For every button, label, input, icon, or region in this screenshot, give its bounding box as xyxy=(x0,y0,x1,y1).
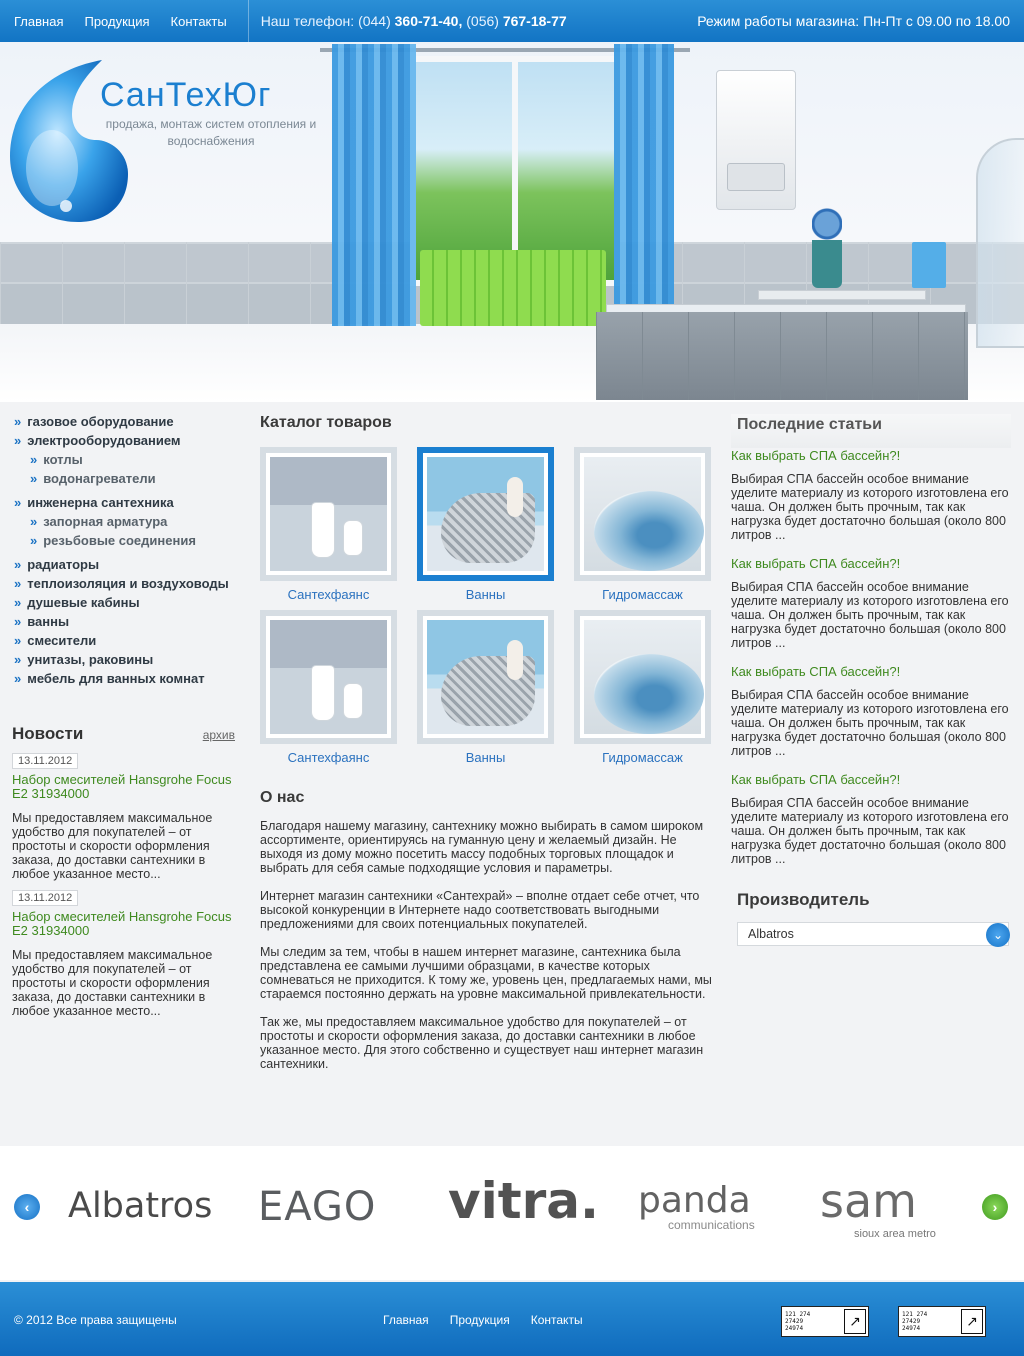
menu-item-label: мебель для ванных комнат xyxy=(27,671,205,686)
boiler-panel xyxy=(727,163,785,191)
footer xyxy=(0,1282,1024,1356)
menu-item[interactable] xyxy=(14,431,244,450)
menu-item[interactable] xyxy=(14,612,244,631)
top-nav xyxy=(0,0,248,42)
article-text: Выбирая СПА бассейн особое внимание уделите материалу из которого изготовлена его чаша. Он должен быть прочным, так как нагрузка будет достаточно большая (около 800 литров ... xyxy=(731,796,1009,866)
bullet-icon: » xyxy=(30,514,38,529)
catalog-card[interactable] xyxy=(417,610,554,765)
footer-nav xyxy=(383,1313,604,1327)
menu-item-label: инженерна сантехника xyxy=(27,495,174,510)
visit-counter-1[interactable] xyxy=(781,1306,869,1337)
nav-home-link[interactable]: Главная xyxy=(14,13,64,29)
article-text: Выбирая СПА бассейн особое внимание уделите материалу из которого изготовлена его чаша. Он должен быть прочным, так как нагрузка будет достаточно большая (около 800 литров ... xyxy=(731,688,1009,758)
copyright: © 2012 Все права защищены xyxy=(14,1313,177,1327)
product-image xyxy=(584,457,701,571)
vase-image xyxy=(812,208,842,288)
product-image xyxy=(584,620,701,734)
counter-line: 121 274 xyxy=(785,1311,811,1318)
chevron-down-icon[interactable]: ⌄ xyxy=(986,923,1010,947)
phone-number-1: 360-71-40, xyxy=(394,13,463,29)
phone-label: Наш телефон: xyxy=(260,13,355,29)
bullet-icon: » xyxy=(14,595,22,610)
catalog-thumbnail[interactable] xyxy=(417,447,554,581)
top-bar xyxy=(0,0,1024,42)
brand-vitra-logo[interactable]: vitra. xyxy=(448,1172,600,1230)
menu-item-label: теплоизоляция и воздуховоды xyxy=(27,576,229,591)
catalog-thumbnail[interactable] xyxy=(260,447,397,581)
submenu-item[interactable] xyxy=(14,531,244,550)
catalog-thumbnail[interactable] xyxy=(260,610,397,744)
manufacturer-select[interactable] xyxy=(737,922,1009,946)
counter-values xyxy=(785,1311,810,1332)
right-column xyxy=(731,414,1011,946)
menu-item[interactable] xyxy=(14,574,244,593)
counter-line: 24974 xyxy=(902,1325,921,1332)
product-image xyxy=(270,620,387,734)
menu-item[interactable] xyxy=(14,412,244,431)
news-date: 13.11.2012 xyxy=(12,753,78,769)
brand-albatros-logo[interactable]: Albatros xyxy=(68,1186,213,1226)
arrow-up-right-icon: ↗ xyxy=(961,1309,983,1334)
menu-item-label: душевые кабины xyxy=(27,595,140,610)
nav-contacts-link[interactable]: Контакты xyxy=(170,13,227,29)
about-paragraph: Благодаря нашему магазину, сантехнику можно выбирать в самом широком ассортименте, ориентируясь на гуманную цену и желаемый дизайн. Не выходя из дому можно посетить массу подобных торговых площадок и выбрать для себя самые подходящие условия и параметры. xyxy=(260,819,704,875)
submenu-item[interactable] xyxy=(14,469,244,488)
bullet-icon: » xyxy=(14,414,22,429)
brand-panda-logo[interactable]: panda xyxy=(638,1180,751,1221)
articles-header xyxy=(731,414,1011,448)
bullet-icon: » xyxy=(14,433,22,448)
news-date: 13.11.2012 xyxy=(12,890,78,906)
menu-item-label: смесители xyxy=(27,633,97,648)
menu-item[interactable] xyxy=(14,631,244,650)
catalog-card[interactable] xyxy=(574,610,711,765)
phone-number-2: 767-18-77 xyxy=(502,13,567,29)
hero-banner xyxy=(0,42,1024,402)
menu-item-label: радиаторы xyxy=(27,557,100,572)
catalog-thumbnail[interactable] xyxy=(574,447,711,581)
article-title-link[interactable]: Как выбрать СПА бассейн?! xyxy=(731,772,901,787)
counter-values xyxy=(902,1311,927,1332)
menu-item-label: котлы xyxy=(43,452,83,467)
bullet-icon: » xyxy=(14,614,22,629)
brand-sam-subtitle: sioux area metro xyxy=(854,1228,936,1240)
bullet-icon: » xyxy=(30,452,38,467)
news-item xyxy=(0,752,244,881)
submenu-item[interactable] xyxy=(14,450,244,469)
logo-subtitle: продажа, монтаж систем отопления и водоснабжения xyxy=(105,117,317,148)
brand-eago-logo[interactable]: EAGO xyxy=(258,1184,377,1230)
boiler-image xyxy=(716,70,796,210)
counter-line: 24974 xyxy=(785,1325,804,1332)
bullet-icon: » xyxy=(14,495,22,510)
brands-carousel xyxy=(0,1146,1024,1280)
nav-products-link[interactable]: Продукция xyxy=(84,13,150,29)
store-hours: Режим работы магазина: Пн-Пт с 09.00 по 18.00 xyxy=(697,13,1010,29)
news-title: Новости xyxy=(12,724,84,743)
towel-image xyxy=(912,242,946,288)
catalog-card[interactable] xyxy=(260,610,397,765)
about-title: О нас xyxy=(260,789,305,806)
news-header xyxy=(0,724,244,744)
category-menu xyxy=(0,412,244,688)
bathtub-image xyxy=(596,312,968,400)
curtain-right xyxy=(614,44,674,326)
submenu-item[interactable] xyxy=(14,512,244,531)
catalog-grid xyxy=(260,447,712,765)
footer-home-link[interactable]: Главная xyxy=(383,1313,429,1327)
bullet-icon: » xyxy=(14,633,22,648)
news-title-link[interactable]: Набор смесителей Hansgrohe Focus E2 31934000 xyxy=(12,909,232,938)
bullet-icon: » xyxy=(14,652,22,667)
article-item xyxy=(731,556,1011,650)
phone-code-1: (044) xyxy=(358,13,391,29)
bullet-icon: » xyxy=(30,471,38,486)
phone-code-2: (056) xyxy=(466,13,499,29)
product-image xyxy=(427,457,544,571)
left-column xyxy=(0,412,244,1018)
radiator-image xyxy=(420,250,606,326)
curtain-left xyxy=(332,44,416,326)
menu-item-label: резьбовые соединения xyxy=(43,533,196,548)
brand-panda-subtitle: communications xyxy=(668,1218,755,1232)
menu-item-label: унитазы, раковины xyxy=(27,652,154,667)
bullet-icon: » xyxy=(14,557,22,572)
menu-item-label: запорная арматура xyxy=(43,514,168,529)
brand-sam-logo[interactable]: sam xyxy=(820,1174,917,1228)
bullet-icon: » xyxy=(14,671,22,686)
manufacturer-selected-value: Albatros xyxy=(748,927,794,941)
visit-counter-2[interactable] xyxy=(898,1306,986,1337)
main-column xyxy=(260,414,712,1071)
catalog-card-label[interactable]: Ванны xyxy=(465,587,506,602)
catalog-card[interactable] xyxy=(417,447,554,602)
catalog-card-label[interactable]: Гидромассаж xyxy=(602,750,683,765)
news-title-link[interactable]: Набор смесителей Hansgrohe Focus E2 31934000 xyxy=(12,772,232,801)
counter-line: 27429 xyxy=(785,1318,804,1325)
bullet-icon: » xyxy=(14,576,22,591)
about-paragraph: Так же, мы предоставляем максимальное удобство для покупателей – от простоты и скорости оформления заказа, до доставки сантехники в любое указанное место. Для этого собственно и существует наш интернет магазин сантехники. xyxy=(260,1015,704,1071)
articles-list xyxy=(731,448,1011,866)
shower-cabin-image xyxy=(976,138,1024,348)
catalog-card-label[interactable]: Сантехфаянс xyxy=(287,587,370,602)
menu-item-label: водонагреватели xyxy=(43,471,156,486)
news-text: Мы предоставляем максимальное удобство для покупателей – от простоты и скорости оформления заказа, до доставки сантехники в любое указанное место... xyxy=(12,948,213,1018)
menu-item[interactable] xyxy=(14,593,244,612)
article-text: Выбирая СПА бассейн особое внимание уделите материалу из которого изготовлена его чаша. Он должен быть прочным, так как нагрузка будет достаточно большая (около 800 литров ... xyxy=(731,472,1009,542)
chevron-right-icon: › xyxy=(992,1199,998,1215)
logo-title[interactable]: СанТехЮг xyxy=(100,76,272,114)
carousel-prev-button[interactable] xyxy=(14,1194,40,1220)
manufacturer-title: Производитель xyxy=(737,890,870,909)
news-list xyxy=(0,752,244,1018)
catalog-title: Каталог товаров xyxy=(260,414,392,431)
top-divider xyxy=(248,0,249,42)
about-paragraph: Интернет магазин сантехники «Сантехрай» – вполне отдает себе отчет, что высокой конкуренции в Интернете надо соответствовать выгодными предложениями для своих потенциальных покупателей. xyxy=(260,889,700,931)
menu-item-label: электрооборудованием xyxy=(27,433,181,448)
about-text xyxy=(260,819,712,1071)
article-text: Выбирая СПА бассейн особое внимание уделите материалу из которого изготовлена его чаша. Он должен быть прочным, так как нагрузка будет достаточно большая (около 800 литров ... xyxy=(731,580,1009,650)
menu-item[interactable] xyxy=(14,493,244,512)
catalog-card[interactable] xyxy=(260,447,397,602)
news-text: Мы предоставляем максимальное удобство для покупателей – от простоты и скорости оформления заказа, до доставки сантехники в любое указанное место... xyxy=(12,811,213,881)
shelf-image xyxy=(758,290,926,300)
footer-contacts-link[interactable]: Контакты xyxy=(530,1313,583,1327)
chevron-left-icon: ‹ xyxy=(24,1199,30,1215)
counter-line: 27429 xyxy=(902,1318,921,1325)
counter-line: 121 274 xyxy=(902,1311,928,1318)
article-item xyxy=(731,664,1011,758)
arrow-up-right-icon: ↗ xyxy=(844,1309,866,1334)
menu-item[interactable] xyxy=(14,555,244,574)
catalog-thumbnail[interactable] xyxy=(574,610,711,744)
bullet-icon: » xyxy=(30,533,38,548)
article-item xyxy=(731,772,1011,866)
catalog-thumbnail[interactable] xyxy=(417,610,554,744)
phone-info xyxy=(261,13,567,29)
article-title-link[interactable]: Как выбрать СПА бассейн?! xyxy=(731,664,901,679)
footer-products-link[interactable]: Продукция xyxy=(449,1313,510,1327)
article-title-link[interactable]: Как выбрать СПА бассейн?! xyxy=(731,556,901,571)
menu-item-label: ванны xyxy=(27,614,70,629)
menu-item[interactable] xyxy=(14,650,244,669)
product-image xyxy=(270,457,387,571)
catalog-card-label[interactable]: Ванны xyxy=(465,750,506,765)
news-item xyxy=(0,889,244,1018)
menu-item[interactable] xyxy=(14,669,244,688)
articles-title: Последние статьи xyxy=(737,416,882,433)
news-archive-link[interactable]: архив xyxy=(202,728,235,742)
catalog-card-label[interactable]: Гидромассаж xyxy=(602,587,683,602)
catalog-card-label[interactable]: Сантехфаянс xyxy=(287,750,370,765)
about-paragraph: Мы следим за тем, чтобы в нашем интернет магазине, сантехника была представлена ее самыми лучшими образцами, в качестве которых сомневаться не приходится. К тому же, уровень цен, предлагаемых нами, мы стараемся постоянно держать на уровне максимальной привлекательности. xyxy=(260,945,712,1001)
menu-item-label: газовое оборудование xyxy=(27,414,174,429)
catalog-card[interactable] xyxy=(574,447,711,602)
carousel-next-button[interactable] xyxy=(982,1194,1008,1220)
article-item xyxy=(731,448,1011,542)
product-image xyxy=(427,620,544,734)
article-title-link[interactable]: Как выбрать СПА бассейн?! xyxy=(731,448,901,463)
